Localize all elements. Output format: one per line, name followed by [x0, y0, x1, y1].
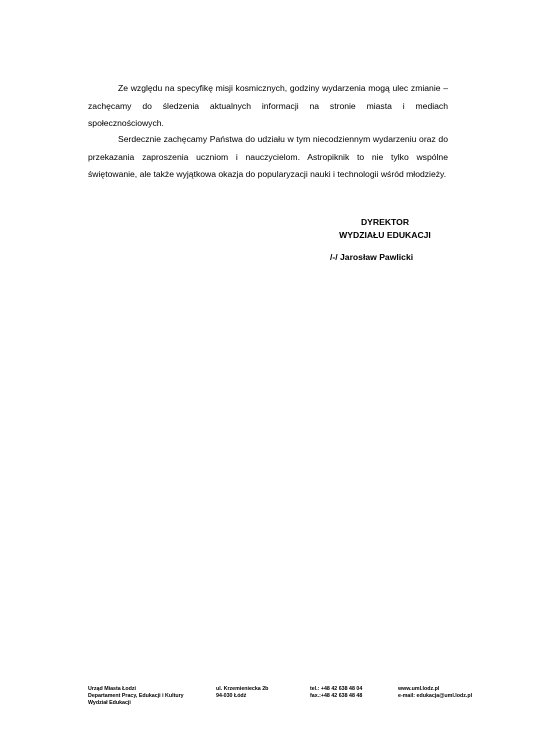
- body-paragraph-2: Serdecznie zachęcamy Państwa do udziału w tym niecodziennym wydarzeniu oraz do przekazania zaproszenia uczniom i nauczycielom. Astropiknik to nie tylko wspólne świętowanie, ale także wyjątkowa okazja do popularyzacji nauki i technologii wśród młodzieży.: [88, 134, 448, 180]
- footer-email-link[interactable]: e-mail: edukacja@uml.lodz.pl: [398, 692, 473, 699]
- signature-block: [320, 216, 450, 242]
- footer-org-line-3: Wydział Edukacji: [88, 699, 131, 706]
- signature-title-1: DYREKTOR: [360, 217, 410, 227]
- signature-name: /-/ Jarosław Pawlicki: [330, 252, 414, 262]
- footer-address: [216, 686, 268, 700]
- body-paragraph-1: Ze względu na specyfikę misji kosmicznych, godziny wydarzenia mogą ulec zmianie – zachęcamy do śledzenia aktualnych informacji na stronie miasta i mediach społecznościowych.: [88, 83, 448, 129]
- footer-contact: [398, 686, 472, 700]
- footer-org-line-1: Urząd Miasta Łodzi: [88, 686, 136, 692]
- footer-www-link[interactable]: www.uml.lodz.pl: [398, 686, 440, 692]
- footer-fax: fax.:+48 42 638 48 48: [310, 692, 363, 699]
- footer-tel: tel.: +48 42 638 48 04: [310, 686, 363, 692]
- footer-address-line-2: 94-030 Łódź: [216, 692, 247, 699]
- footer-organization: [88, 686, 184, 706]
- footer-phone: [310, 686, 362, 700]
- footer-address-line-1: ul. Krzemieniecka 2b: [216, 686, 269, 692]
- signature-title-2: WYDZIAŁU EDUKACJI: [339, 230, 431, 240]
- footer-org-line-2: Departament Pracy, Edukacji i Kultury: [88, 692, 184, 699]
